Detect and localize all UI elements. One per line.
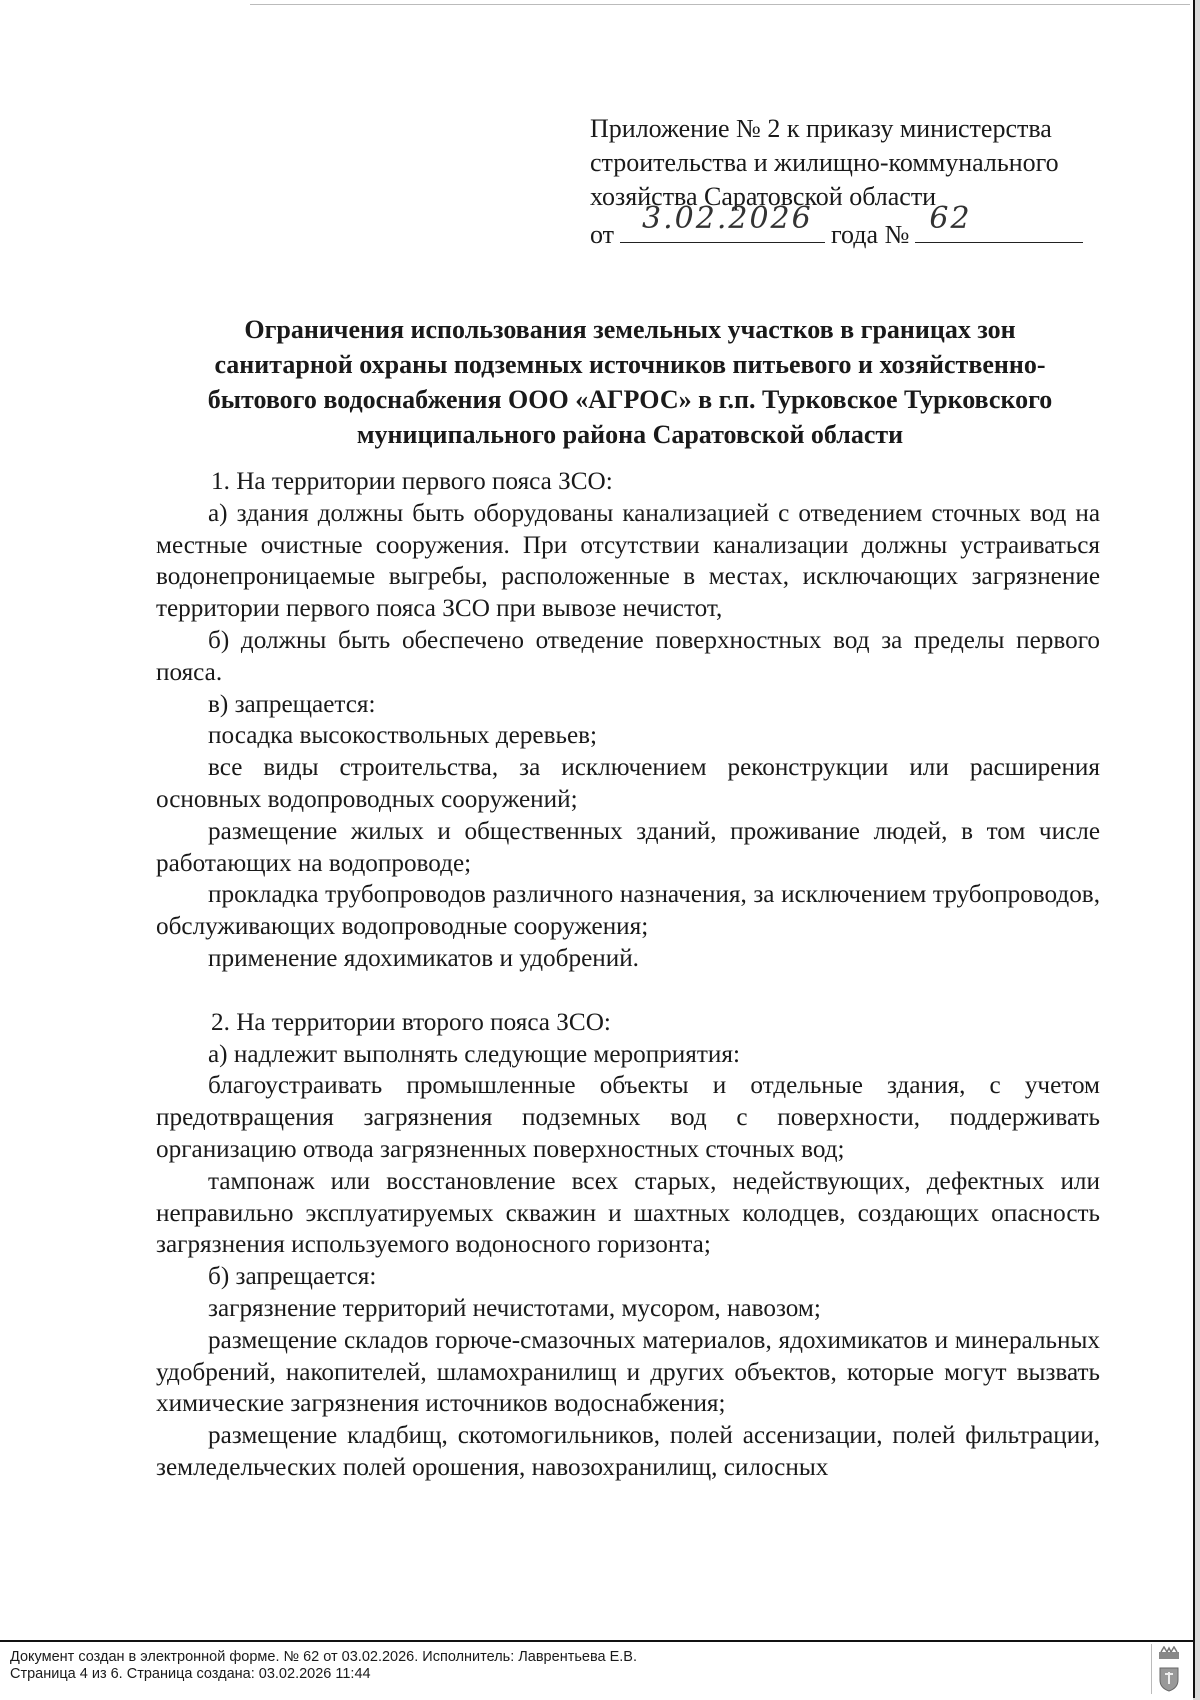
from-label: от	[590, 220, 615, 249]
paragraph: а) здания должны быть оборудованы канализацией с отведением сточных вод на местные очистные сооружения. При отсутствии канализации должны устраиваться водонепроницаемые выгребы, расположенные в местах, исключающих загрязнение территории первого пояса ЗСО при вывозе нечистот,	[156, 499, 1100, 623]
document-body	[156, 466, 1100, 1484]
approval-date-line	[590, 201, 1110, 252]
paragraph: благоустраивать промышленные объекты и отдельные здания, с учетом предотвращения загрязнения подземных вод с поверхности, поддерживать организацию отвода загрязненных поверхностных сточных вод;	[156, 1072, 1100, 1163]
paragraph: в) запрещается:	[208, 690, 376, 718]
footer-text	[10, 1649, 637, 1683]
year-number-label: года №	[831, 220, 910, 249]
paragraph: а) надлежит выполнять следующие мероприятия:	[208, 1040, 740, 1068]
paragraph: размещение жилых и общественных зданий, проживание людей, в том числе работающих на водопроводе;	[156, 817, 1100, 877]
footer-line-2: Страница 4 из 6. Страница создана: 03.02.2026 11:44	[10, 1666, 371, 1682]
paragraph: тампонаж или восстановление всех старых, недействующих, дефектных или неправильно эксплуатируемых скважин и шахтных колодцев, создающих опасность загрязнения используемого водоносного горизонта;	[156, 1167, 1100, 1259]
top-edge-line	[250, 4, 1190, 5]
paragraph: б) должны быть обеспечено отведение поверхностных вод за пределы первого пояса.	[156, 626, 1100, 686]
section-1-heading: 1. На территории первого пояса ЗСО:	[211, 468, 613, 495]
emblem-icon	[1151, 1644, 1185, 1694]
title-line-3: бытового водоснабжения ООО «АГРОС» в г.п. Турковское Турковского	[207, 385, 1053, 414]
paragraph: размещение кладбищ, скотомогильников, полей ассенизации, полей фильтрации, земледельческих полей орошения, навозохранилищ, силосных	[156, 1422, 1100, 1481]
paragraph: б) запрещается:	[208, 1263, 377, 1291]
approval-line-2: строительства и жилищно-коммунального	[590, 148, 1059, 177]
approval-line-3: хозяйства Саратовской области	[590, 182, 937, 211]
approval-line-1: Приложение № 2 к приказу министерства	[590, 114, 1052, 143]
paragraph: применение ядохимикатов и удобрений.	[208, 944, 639, 972]
number-blank	[915, 201, 1083, 243]
title-line-2: санитарной охраны подземных источников питьевого и хозяйственно-	[214, 350, 1046, 379]
emblem-shield-icon	[1158, 1666, 1180, 1692]
paragraph: прокладка трубопроводов различного назначения, за исключением трубопроводов, обслуживающих водопроводные сооружения;	[156, 881, 1100, 941]
paragraph: загрязнение территорий нечистотами, мусором, навозом;	[208, 1294, 821, 1322]
date-blank	[620, 201, 825, 243]
title-line-1: Ограничения использования земельных участков в границах зон	[244, 315, 1016, 344]
paragraph: размещение складов горюче-смазочных материалов, ядохимикатов и минеральных удобрений, накопителей, шламохранилищ и других объектов, которые могут вызвать химические загрязнения источников водоснабжения;	[156, 1326, 1100, 1418]
section-gap	[156, 975, 1100, 1007]
paragraph: все виды строительства, за исключением реконструкции или расширения основных водопроводных сооружений;	[156, 754, 1100, 813]
emblem-top-icon	[1158, 1646, 1180, 1660]
approval-block	[590, 112, 1110, 252]
electronic-document-footer	[0, 1640, 1193, 1700]
title-line-4: муниципального района Саратовской области	[356, 420, 904, 449]
section-2-heading: 2. На территории второго пояса ЗСО:	[211, 1008, 611, 1036]
handwritten-number: 62	[929, 201, 972, 236]
handwritten-date: 3.02.2026	[642, 201, 813, 236]
footer-line-1: Документ создан в электронной форме. № 62 от 03.02.2026. Исполнитель: Лаврентьева Е.В.	[10, 1649, 637, 1665]
paragraph: посадка высокоствольных деревьев;	[208, 722, 598, 750]
document-title	[160, 312, 1100, 452]
